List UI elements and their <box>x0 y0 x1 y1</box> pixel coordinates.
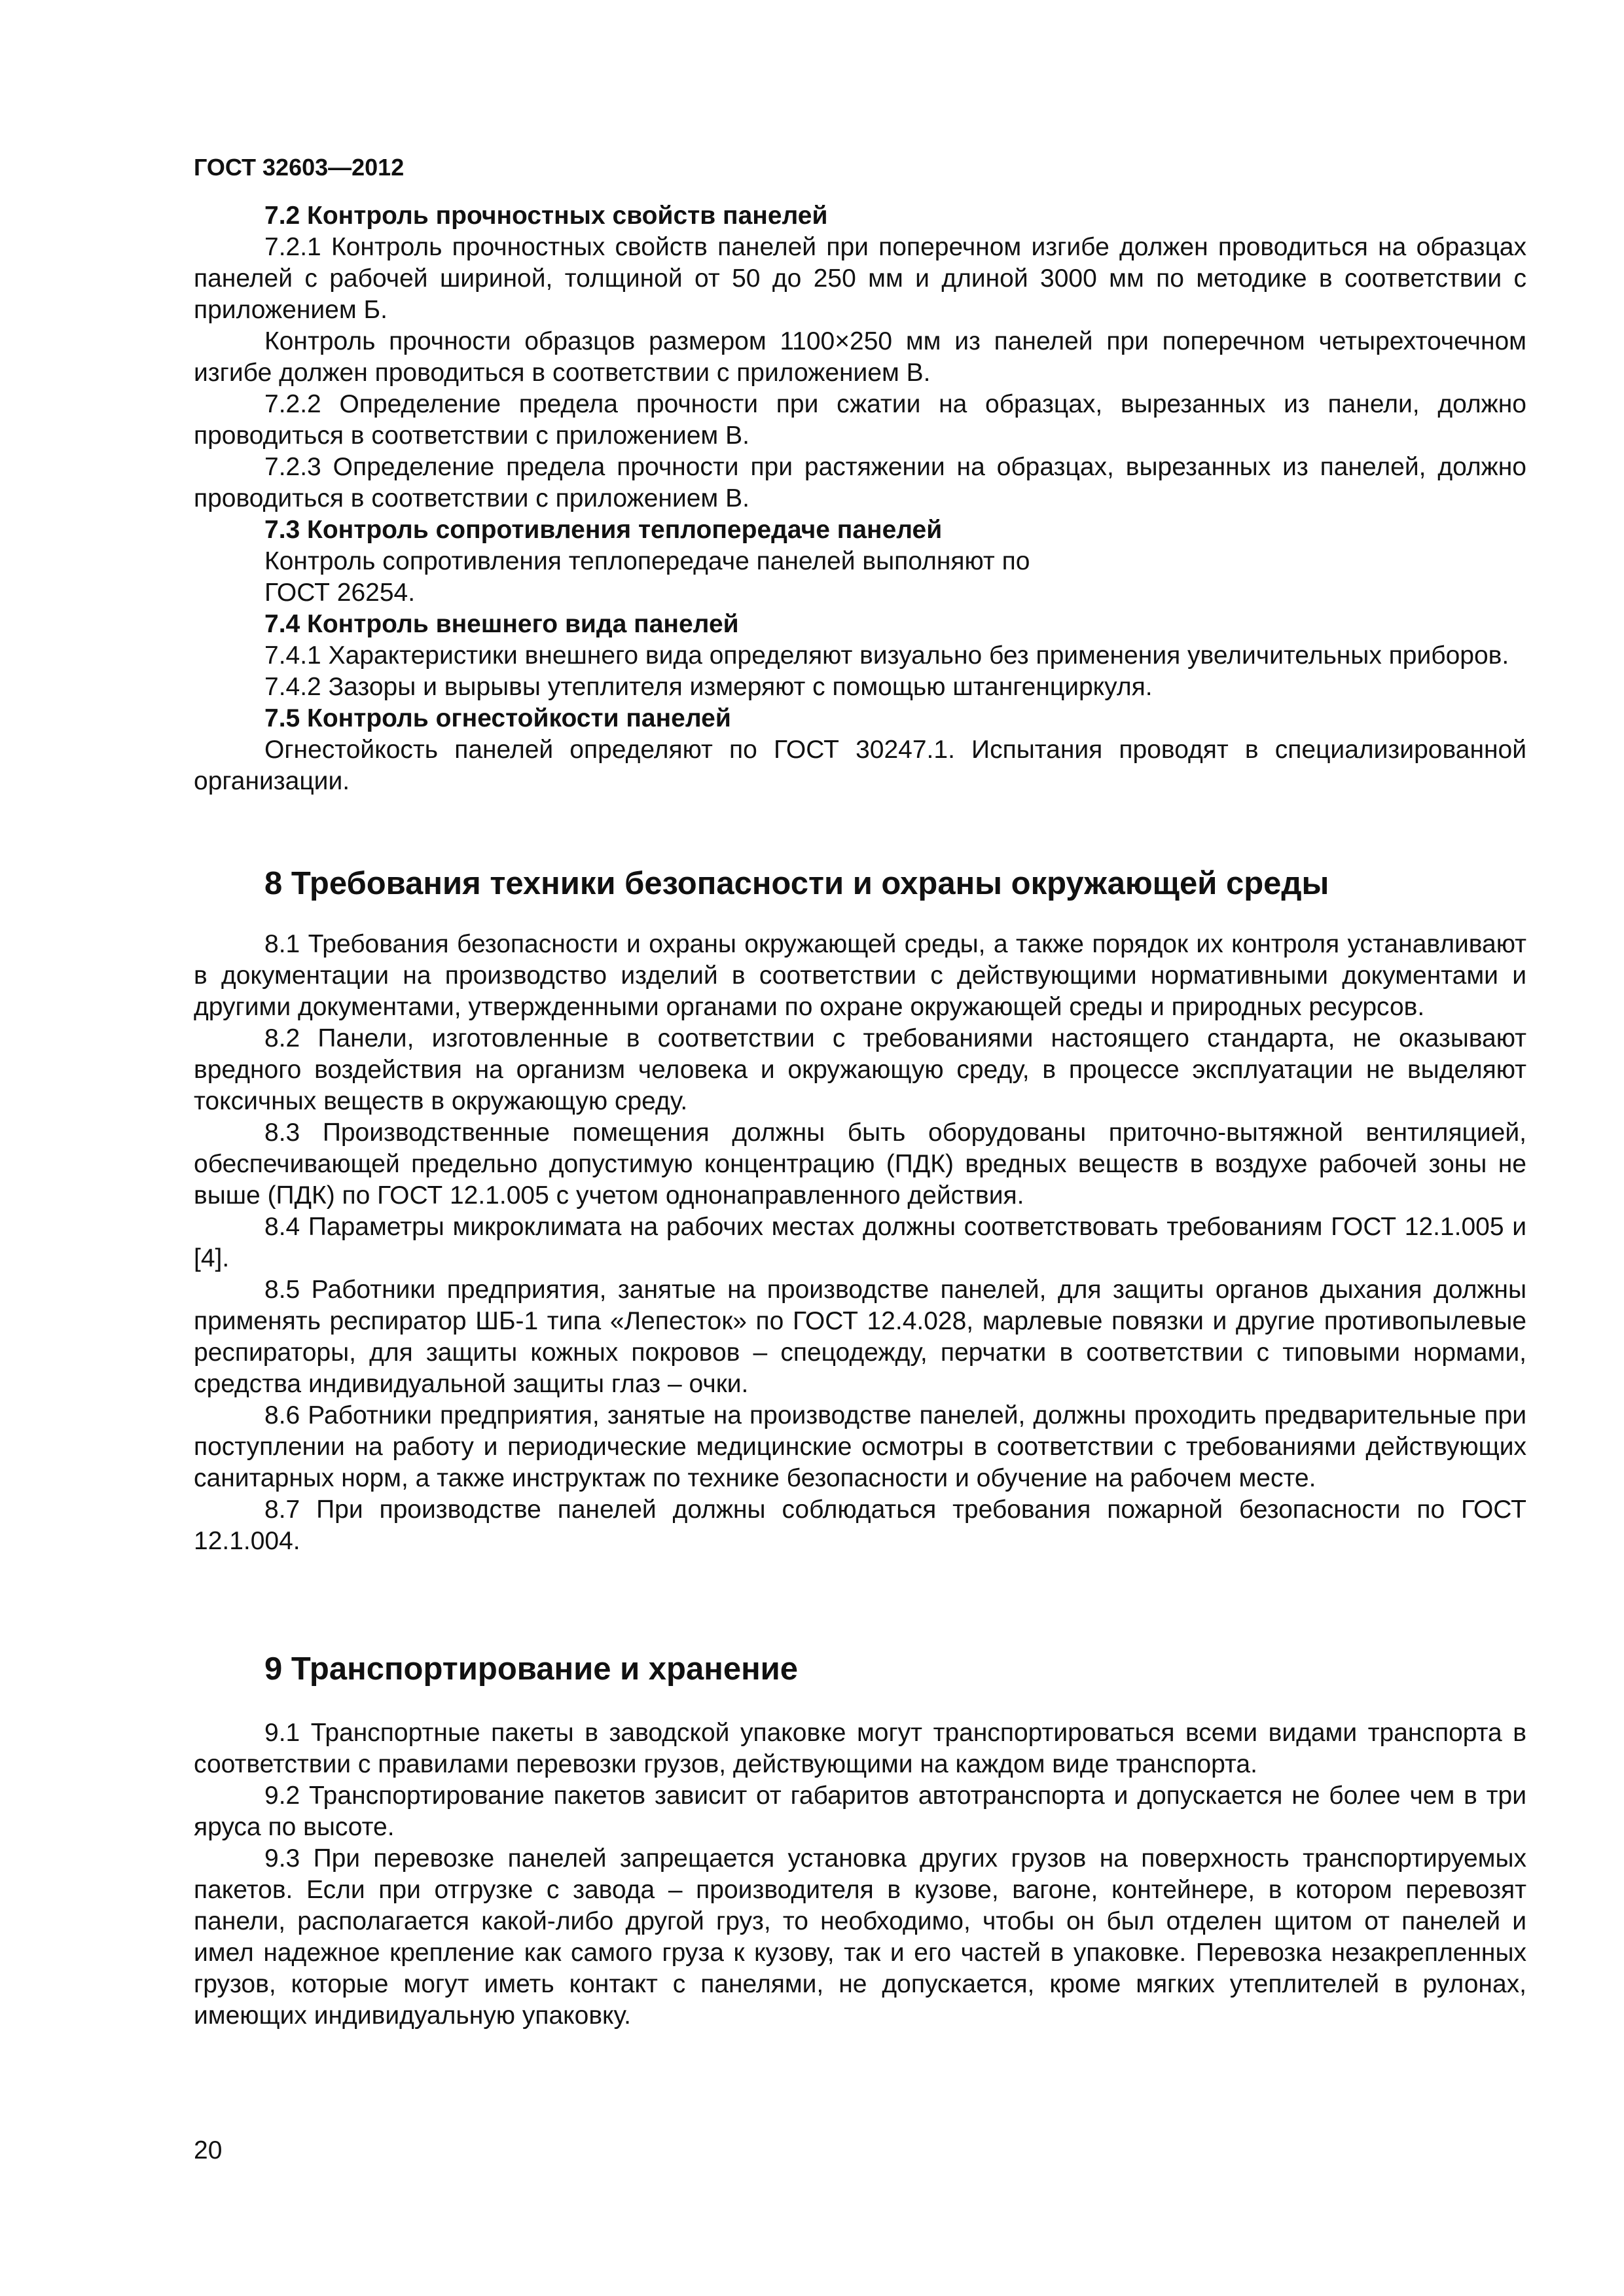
paragraph: 7.4.1 Характеристики внешнего вида определяют визуально без применения увеличительных приборов. <box>264 641 1509 670</box>
paragraph: 8.2 Панели, изготовленные в соответствии с требованиями настоящего стандарта, не оказывают вредного воздействия на организм человека и окружающую среду, в процессе эксплуатации не выделяют токсичных веществ в окружающую среду. <box>194 1024 1526 1115</box>
paragraph: ГОСТ 26254. <box>264 579 416 607</box>
section-7-content <box>194 200 1526 797</box>
page-number: 20 <box>194 2136 223 2164</box>
subsection-heading: 7.5 Контроль огнестойкости панелей <box>264 704 731 732</box>
paragraph: 7.2.2 Определение предела прочности при сжатии на образцах, вырезанных из панели, должно проводиться в соответствии с приложением В. <box>194 390 1526 450</box>
paragraph: 8.1 Требования безопасности и охраны окружающей среды, а также порядок их контроля устанавливают в документации на производство изделий в соответствии с действующими нормативными документами и другими документами, утвержденными органами по охране окружающей среды и природных ресурсов. <box>194 930 1526 1021</box>
subsection-heading: 7.3 Контроль сопротивления теплопередаче панелей <box>264 516 943 544</box>
paragraph: 8.4 Параметры микроклимата на рабочих местах должны соответствовать требованиям ГОСТ 12.1.005 и [4]. <box>194 1213 1526 1272</box>
paragraph: 8.3 Производственные помещения должны быть оборудованы приточно-вытяжной вентиляцией, обеспечивающей предельно допустимую концентрацию (ПДК) вредных веществ в воздухе рабочей зоны не выше (ПДК) по ГОСТ 12.1.005 с учетом однонаправленного действия. <box>194 1119 1526 1210</box>
section-9-content <box>194 1717 1526 2032</box>
subsection-heading: 7.4 Контроль внешнего вида панелей <box>264 610 739 638</box>
section-8-content <box>194 929 1526 1557</box>
paragraph: Огнестойкость панелей определяют по ГОСТ 30247.1. Испытания проводят в специализированной организации. <box>194 736 1526 795</box>
paragraph: Контроль прочности образцов размером 1100×250 мм из панелей при поперечном четырехточечном изгибе должен проводиться в соответствии с приложением В. <box>194 327 1526 387</box>
section-9-title: 9 Транспортирование и хранение <box>264 1651 799 1687</box>
section-8-title: 8 Требования техники безопасности и охраны окружающей среды <box>264 866 1329 901</box>
paragraph: 9.2 Транспортирование пакетов зависит от габаритов автотранспорта и допускается не более чем в три яруса по высоте. <box>194 1782 1526 1841</box>
paragraph: 7.2.1 Контроль прочностных свойств панелей при поперечном изгибе должен проводиться на образцах панелей с рабочей шириной, толщиной от 50 до 250 мм и длиной 3000 мм по методике в соответствии с приложением Б. <box>194 233 1526 324</box>
paragraph: 7.4.2 Зазоры и вырывы утеплителя измеряют с помощью штангенциркуля. <box>264 673 1153 701</box>
paragraph: 8.5 Работники предприятия, занятые на производстве панелей, для защиты органов дыхания должны применять респиратор ШБ-1 типа «Лепесток» по ГОСТ 12.4.028, марлевые повязки и другие противопылевые респираторы, для защиты кожных покровов – спецодежду, перчатки в соответствии с типовыми нормами, средства индивидуальной защиты глаз – очки. <box>194 1276 1526 1398</box>
paragraph: 8.6 Работники предприятия, занятые на производстве панелей, должны проходить предварительные при поступлении на работу и периодические медицинские осмотры в соответствии с требованиями действующих санитарных норм, а также инструктаж по технике безопасности и обучение на рабочем месте. <box>194 1401 1526 1492</box>
subsection-heading: 7.2 Контроль прочностных свойств панелей <box>264 202 828 230</box>
paragraph: 7.2.3 Определение предела прочности при растяжении на образцах, вырезанных из панелей, должно проводиться в соответствии с приложением В. <box>194 453 1526 512</box>
paragraph: 8.7 При производстве панелей должны соблюдаться требования пожарной безопасности по ГОСТ 12.1.004. <box>194 1496 1526 1555</box>
paragraph: 9.3 При перевозке панелей запрещается установка других грузов на поверхность транспортируемых пакетов. Если при отгрузке с завода – производителя в кузове, вагоне, контейнере, в котором перевозят панели, располагается какой-либо другой груз, то необходимо, чтобы он был отделен щитом от панелей и имел надежное крепление как самого груза к кузову, так и его частей в упаковке. Перевозка незакрепленных грузов, которые могут иметь контакт с панелями, не допускается, кроме мягких утеплителей в рулонах, имеющих индивидуальную упаковку. <box>194 1844 1526 2030</box>
paragraph: 9.1 Транспортные пакеты в заводской упаковке могут транспортироваться всеми видами транспорта в соответствии с правилами перевозки грузов, действующими на каждом виде транспорта. <box>194 1719 1526 1778</box>
document-header: ГОСТ 32603—2012 <box>194 154 405 181</box>
paragraph: Контроль сопротивления теплопередаче панелей выполняют по <box>264 547 1030 575</box>
